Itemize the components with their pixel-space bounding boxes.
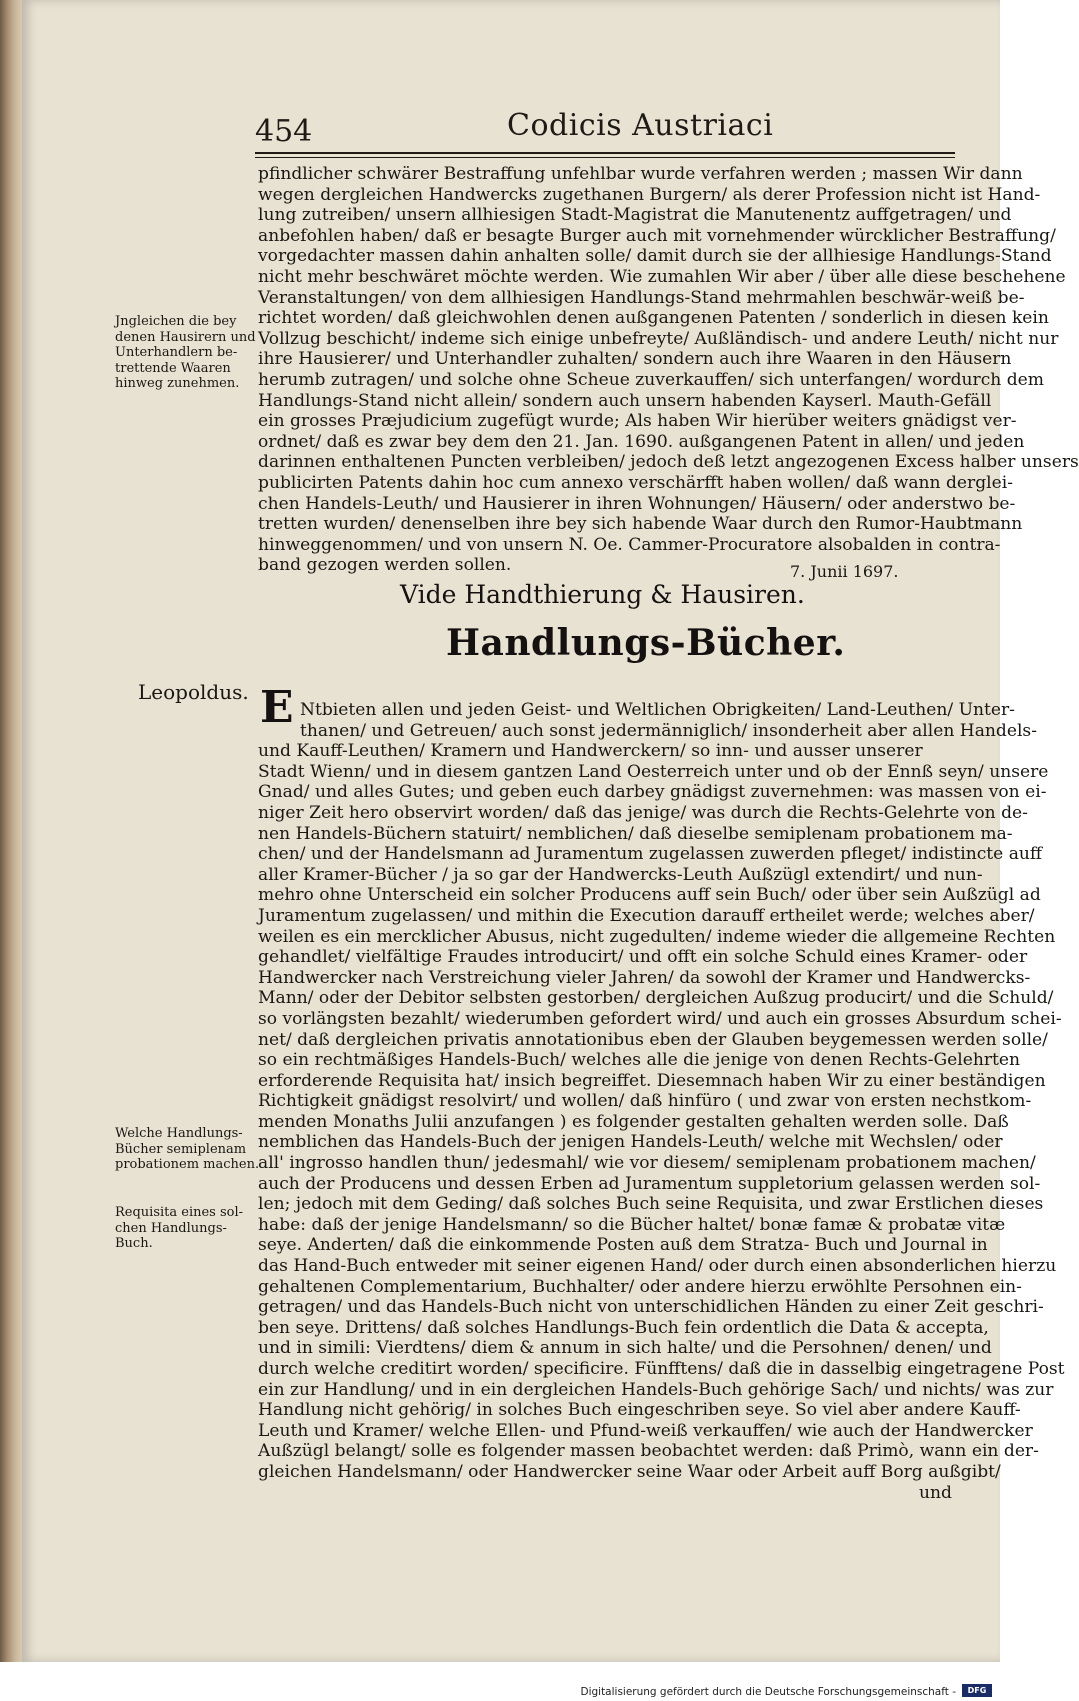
issuer-name: Leopoldus.	[138, 680, 249, 704]
text-line: vorgedachter massen dahin anhalten solle/ damit durch sie der allhiesige Handlungs-Stand	[258, 246, 1052, 267]
text-line: habe: daß der jenige Handelsmann/ so die Bücher haltet/ bonæ famæ & probatæ vitæ	[258, 1214, 1006, 1235]
text-line: len; jedoch mit dem Geding/ daß solches Buch seine Requisita, und zwar Erstlichen dieses	[258, 1194, 1044, 1215]
margin-note-line: chen Handlungs-	[115, 1220, 227, 1236]
text-line: nen Handels-Büchern statuirt/ nemblichen/ daß dieselbe semiplenam probationem ma-	[258, 823, 1013, 844]
text-line: Handwercker nach Verstreichung vieler Jahren/ da sowohl der Kramer und Handwercks-	[258, 967, 1031, 988]
text-line: Juramentum zugelassen/ und mithin die Execution darauff ertheilet werde; welches aber/	[258, 905, 1035, 926]
text-line: Leuth und Kramer/ welche Ellen- und Pfund-weiß verkauffen/ wie auch der Handwercker	[258, 1420, 1033, 1441]
text-line: und Kauff-Leuthen/ Kramern und Handwerckern/ so inn- und ausser unserer	[258, 741, 923, 762]
dfg-logo-icon: DFG	[962, 1684, 992, 1697]
text-line: Vollzug beschicht/ indeme sich einige unbefreyte/ Außländisch- und andere Leuth/ nicht nur	[258, 328, 1059, 349]
text-line: mehro ohne Unterscheid ein solcher Producens auff sein Buch/ oder über sein Außzügl ad	[258, 885, 1041, 906]
drop-cap: E	[260, 682, 294, 733]
text-line: ein grosses Præjudicium zugefügt wurde; Als haben Wir hierüber weiters gnädigst ver-	[258, 411, 1017, 432]
text-line: so vorlängsten bezahlt/ wiederumben gefordert wird/ und auch ein grosses Absurdum schei-	[258, 1008, 1062, 1029]
paragraph-handlungsbuecher	[300, 700, 1037, 741]
section-title: Handlungs-Bücher.	[446, 622, 846, 664]
text-line: chen/ und der Handelsmann ad Juramentum zugelassen zuwerden pfleget/ indistincte auff	[258, 844, 1043, 865]
text-line: band gezogen werden sollen.	[258, 555, 512, 576]
margin-note-line: Buch.	[115, 1236, 153, 1251]
text-line: pfindlicher schwärer Bestraffung unfehlbar wurde verfahren werden ; massen Wir dann	[258, 164, 1023, 184]
margin-note-line: Welche Handlungs-	[115, 1126, 243, 1141]
dateline: 7. Junii 1697.	[790, 562, 899, 581]
text-line: und in simili: Vierdtens/ diem & annum in sich halte/ und die Persohnen/ denen/ und	[258, 1338, 992, 1359]
text-line: richtet worden/ daß gleichwohlen denen außgangenen Patenten / sonderlich in diesen kein	[258, 308, 1049, 329]
text-line: menden Monaths Julii anzufangen ) es folgender gestalten gehalten werden solle. Daß	[258, 1111, 1009, 1132]
text-line: publicirten Patents dahin hoc cum annexo verschärfft haben wollen/ daß wann derglei-	[258, 472, 1013, 493]
text-line: durch welche creditirt worden/ specificire. Fünfftens/ daß die in dasselbig eingetragene Post	[258, 1359, 1065, 1379]
text-line: getragen/ und das Handels-Buch nicht von unterschidlichen Händen zu einer Zeit geschri-	[258, 1297, 1044, 1318]
text-line: seye. Anderten/ daß die einkommende Posten auß dem Stratza- Buch und Journal in	[258, 1235, 988, 1256]
text-line: so ein rechtmäßiges Handels-Buch/ welches alle die jenige von denen Rechts-Gelehrten	[258, 1050, 1021, 1071]
text-line: Stadt Wienn/ und in diesem gantzen Land Oesterreich unter und ob der Ennß seyn/ unsere	[258, 761, 1049, 782]
text-line: hinweggenommen/ und von unsern N. Oe. Cammer-Procuratore alsobalden in contra-	[258, 534, 1001, 555]
text-line: net/ daß dergleichen privatis annotationibus eben der Glauben beygemessen werden solle/	[258, 1029, 1048, 1050]
margin-note-line: Bücher semiplenam	[115, 1141, 247, 1157]
paragraph-handlungsbuecher-cont	[258, 741, 1065, 1503]
text-line: und	[919, 1482, 952, 1503]
margin-note-line: trettende Waaren	[115, 360, 231, 376]
text-line: Ntbieten allen und jeden Geist- und Weltlichen Obrigkeiten/ Land-Leuthen/ Unter-	[300, 700, 1015, 720]
text-line: gehandlet/ vielfältige Fraudes introducirt/ und offt ein solche Schuld eines Kramer- oder	[258, 947, 1028, 968]
margin-note-line: hinweg zunehmen.	[115, 376, 240, 391]
text-line: nemblichen das Handels-Buch der jenigen Handels-Leuth/ welche mit Wechslen/ oder	[258, 1132, 1003, 1153]
page-number: 454	[255, 114, 313, 149]
text-line: erforderende Requisita hat/ insich begreiffet. Diesemnach haben Wir zu einer beständigen	[258, 1070, 1046, 1091]
text-line: aller Kramer-Bücher / ja so gar der Handwercks-Leuth Außzügl extendirt/ und nun-	[258, 864, 983, 885]
text-line: ihre Hausierer/ und Unterhandler zuhalten/ sondern auch ihre Waaren in den Häusern	[258, 349, 1012, 370]
text-line: tretten wurden/ denenselben ihre bey sich habende Waar durch den Rumor-Haubtmann	[258, 514, 1023, 535]
text-line: nicht mehr beschwäret möchte werden. Wie zumahlen Wir aber / über alle diese beschehene	[258, 266, 1066, 287]
text-line: weilen es ein mercklicher Abusus, nicht zugedulten/ indeme wieder die allgemeine Rechten	[258, 926, 1056, 947]
text-line: wegen dergleichen Handwercks zugethanen Burgern/ als derer Profession nicht ist Hand-	[258, 184, 1041, 205]
text-line: lung zutreiben/ unsern allhiesigen Stadt-Magistrat die Manutenentz auffgetragen/ und	[258, 205, 1012, 226]
text-line: niger Zeit hero observirt worden/ daß das jenige/ was durch die Rechts-Gelehrte von de-	[258, 802, 1028, 823]
text-line: Gnad/ und alles Gutes; und geben euch darbey gnädigst zuvernehmen: was massen von ei-	[258, 782, 1047, 803]
text-line: ordnet/ daß es zwar bey dem den 21. Jan. 1690. außgangenen Patent in allen/ und jeden	[258, 431, 1025, 452]
digitization-credit: Digitalisierung gefördert durch die Deutsche Forschungsgemeinschaft -	[580, 1686, 956, 1698]
cross-reference: Vide Handthierung & Hausiren.	[400, 580, 805, 609]
text-line: das Hand-Buch entweder mit seiner eigenen Hand/ oder durch einen absonderlichen hierzu	[258, 1256, 1057, 1277]
text-line: auch der Producens und dessen Erben ad Juramentum suppletorium gelassen werden sol-	[258, 1173, 1041, 1194]
text-line: Handlung nicht gehörig/ in solches Buch eingeschriben seye. So viel aber andere Kauff-	[258, 1400, 1021, 1421]
text-line: gleichen Handelsmann/ oder Handwercker seine Waar oder Arbeit auff Borg außgibt/	[258, 1461, 1001, 1482]
margin-note-line: Jngleichen die bey	[115, 314, 237, 329]
margin-note-semiplena	[115, 1126, 260, 1173]
text-line: gehaltenen Complementarium, Buchhalter/ oder andere hierzu erwöhlte Persohnen ein-	[258, 1276, 1022, 1297]
margin-note-line: Requisita eines sol-	[115, 1205, 244, 1220]
text-line: darinnen enthaltenen Puncten verbleiben/ jedoch deß letzt angezogenen Excess halber unsers	[258, 452, 1079, 473]
page-header	[255, 108, 953, 152]
text-line: all' ingrosso handlen thun/ jedesmahl/ wie vor diesem/ semiplenam probationem machen/	[258, 1153, 1036, 1174]
running-title: Codicis Austriaci	[507, 108, 774, 143]
paragraph-hausierer	[258, 164, 1079, 576]
header-rule	[255, 152, 955, 158]
margin-note-line: denen Hausirern und	[115, 329, 256, 345]
margin-note-line: probationem machen.	[115, 1157, 260, 1172]
text-line: ein zur Handlung/ und in ein dergleichen Handels-Buch gehörige Sach/ und nichts/ was zur	[258, 1379, 1054, 1400]
margin-note-requisita	[115, 1205, 260, 1252]
text-line: Handlungs-Stand nicht allein/ sondern auch unsern habenden Kayserl. Mauth-Gefäll	[258, 390, 992, 411]
margin-note-line: Unterhandlern be-	[115, 345, 238, 360]
text-line: Mann/ oder der Debitor selbsten gestorben/ dergleichen Außzug producirt/ und die Schuld/	[258, 988, 1054, 1009]
text-line: ben seye. Drittens/ daß solches Handlungs-Buch fein ordentlich die Data & accepta,	[258, 1317, 989, 1338]
book-edge	[0, 0, 22, 1662]
margin-note-hausierer	[115, 314, 260, 392]
text-line: thanen/ und Getreuen/ auch sonst jedermänniglich/ insonderheit aber allen Handels-	[300, 720, 1037, 741]
text-line: Veranstaltungen/ von dem allhiesigen Handlungs-Stand mehrmahlen beschwär-weiß be-	[258, 287, 1025, 308]
text-line: herumb zutragen/ und solche ohne Scheue zuverkauffen/ sich unterfangen/ wordurch dem	[258, 369, 1044, 390]
text-line: chen Handels-Leuth/ und Hausierer in ihren Wohnungen/ Häusern/ oder anderstwo be-	[258, 493, 1016, 514]
text-line: Richtigkeit gnädigst resolvirt/ und wollen/ daß hinfüro ( und zwar von ersten nechstkom-	[258, 1091, 1032, 1112]
text-line: anbefohlen haben/ daß er besagte Burger auch mit vornehmender würcklicher Bestraffung/	[258, 225, 1056, 246]
text-line: Außzügl belangt/ solle es folgender massen beobachtet werden: daß Primò, wann ein der-	[258, 1441, 1039, 1462]
